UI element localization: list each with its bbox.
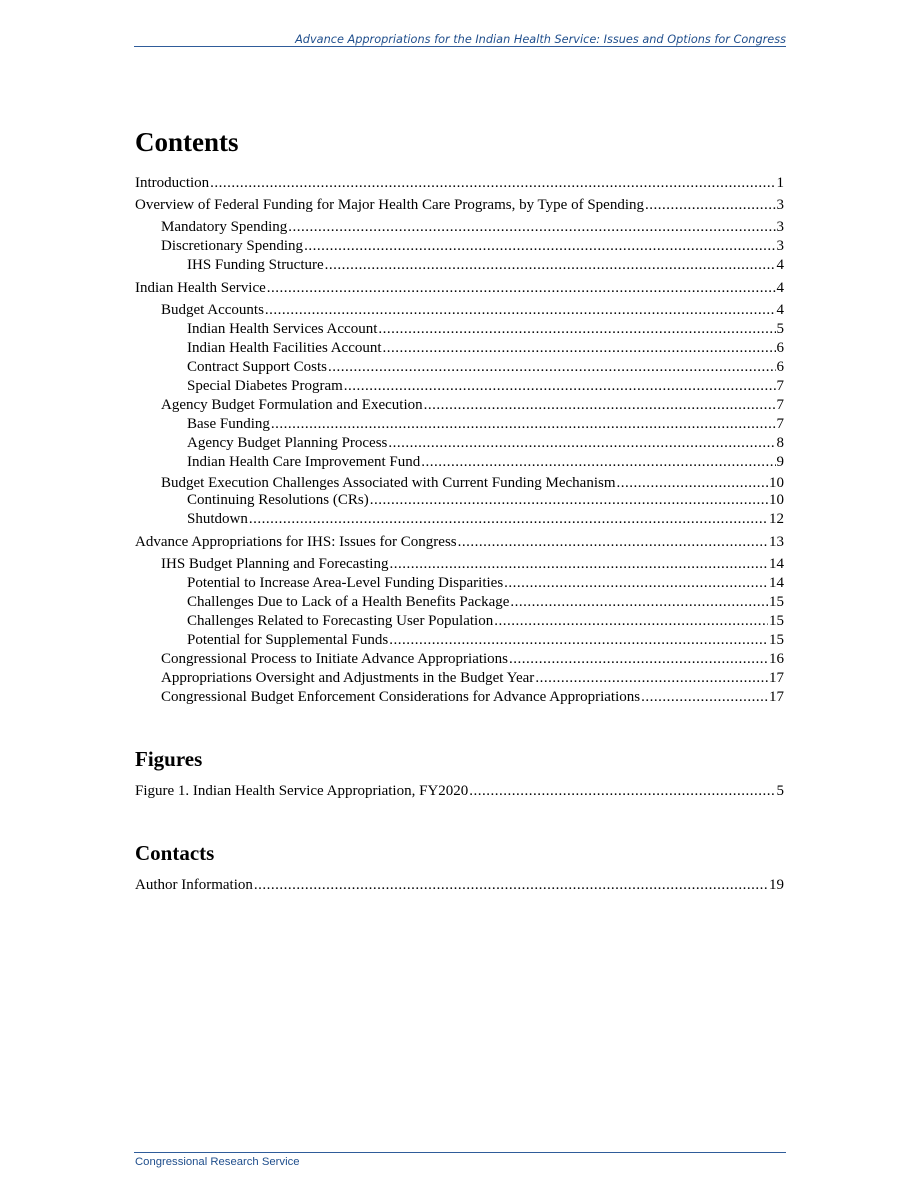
toc-entry[interactable] (135, 876, 784, 895)
toc-entry[interactable] (135, 782, 784, 801)
toc-entry-page: 6 (776, 359, 784, 375)
toc-entry-page: 9 (776, 454, 784, 470)
toc-entry-title: Discretionary Spending (161, 238, 304, 254)
toc-entry[interactable] (135, 196, 784, 215)
toc-entry-page: 13 (769, 534, 784, 550)
toc-entry-title: Continuing Resolutions (CRs) (187, 492, 369, 508)
toc-entry-page: 6 (776, 340, 784, 356)
dot-leader (504, 574, 768, 593)
toc-entry[interactable] (135, 279, 784, 298)
dot-leader (265, 301, 776, 320)
toc-entry-title: Mandatory Spending (161, 219, 288, 235)
toc-entry[interactable] (135, 434, 784, 453)
toc-entry-page: 17 (769, 689, 784, 705)
dot-leader (378, 320, 775, 339)
contents-toc (135, 174, 784, 714)
dot-leader (325, 256, 776, 275)
toc-entry[interactable] (135, 555, 784, 574)
toc-entry-title: Base Funding (187, 416, 270, 432)
toc-entry[interactable] (135, 688, 784, 707)
toc-entry-page: 15 (769, 632, 784, 648)
toc-entry-page: 3 (776, 197, 784, 213)
toc-entry[interactable] (135, 415, 784, 434)
toc-entry-title: Indian Health Facilities Account (187, 340, 382, 356)
toc-entry[interactable] (135, 358, 784, 377)
toc-entry-page: 17 (769, 670, 784, 686)
toc-entry-page: 7 (776, 378, 784, 394)
dot-leader (494, 612, 768, 631)
toc-entry[interactable] (135, 650, 784, 669)
toc-entry-title: Indian Health Service (135, 280, 266, 296)
toc-entry[interactable] (135, 218, 784, 237)
dot-leader (509, 650, 768, 669)
toc-entry-page: 14 (769, 556, 784, 572)
toc-entry-page: 8 (776, 435, 784, 451)
footer-text: Congressional Research Service (135, 1156, 300, 1168)
toc-entry-title: Agency Budget Planning Process (187, 435, 388, 451)
toc-entry-page: 4 (776, 257, 784, 273)
dot-leader (388, 434, 775, 453)
dot-leader (424, 396, 776, 415)
toc-entry-title: Contract Support Costs (187, 359, 328, 375)
toc-entry-title: Indian Health Services Account (187, 321, 378, 337)
toc-entry-title: Potential for Supplemental Funds (187, 632, 389, 648)
dot-leader (383, 339, 776, 358)
toc-entry-page: 5 (776, 783, 784, 799)
toc-entry-page: 4 (776, 302, 784, 318)
toc-entry[interactable] (135, 612, 784, 631)
toc-entry-page: 15 (769, 613, 784, 629)
toc-entry[interactable] (135, 339, 784, 358)
toc-entry-page: 4 (776, 280, 784, 296)
dot-leader (535, 669, 768, 688)
dot-leader (645, 196, 776, 215)
toc-entry-title: IHS Budget Planning and Forecasting (161, 556, 389, 572)
dot-leader (389, 631, 768, 650)
toc-entry-title: Introduction (135, 175, 210, 191)
toc-entry-title: Author Information (135, 877, 253, 893)
toc-entry-title: Agency Budget Formulation and Execution (161, 397, 423, 413)
toc-entry-title: Shutdown (187, 511, 248, 527)
toc-entry[interactable] (135, 174, 784, 193)
figures-toc (135, 782, 784, 802)
running-header: Advance Appropriations for the Indian Health Service: Issues and Options for Congress (295, 33, 786, 46)
toc-entry-page: 5 (776, 321, 784, 337)
dot-leader (288, 218, 775, 237)
toc-entry-page: 3 (776, 238, 784, 254)
toc-entry-page: 7 (776, 416, 784, 432)
toc-entry-page: 10 (769, 475, 784, 491)
toc-entry-title: Potential to Increase Area-Level Funding Disparities (187, 575, 504, 591)
dot-leader (370, 491, 768, 510)
dot-leader (469, 782, 775, 801)
toc-entry[interactable] (135, 533, 784, 552)
dot-leader (210, 174, 775, 193)
toc-entry[interactable] (135, 377, 784, 396)
contents-title: Contents (135, 127, 239, 157)
contacts-title: Contacts (135, 841, 215, 865)
toc-entry-title: Indian Health Care Improvement Fund (187, 454, 421, 470)
toc-entry-title: Congressional Process to Initiate Advance Appropriations (161, 651, 509, 667)
toc-entry-title: Advance Appropriations for IHS: Issues for Congress (135, 534, 457, 550)
toc-entry-title: Congressional Budget Enforcement Considerations for Advance Appropriations (161, 689, 641, 705)
dot-leader (249, 510, 768, 529)
toc-entry[interactable] (135, 491, 784, 510)
toc-entry[interactable] (135, 453, 784, 472)
toc-entry-title: Appropriations Oversight and Adjustments in the Budget Year (161, 670, 535, 686)
toc-entry[interactable] (135, 301, 784, 320)
dot-leader (344, 377, 776, 396)
toc-entry[interactable] (135, 237, 784, 256)
toc-entry-page: 12 (769, 511, 784, 527)
dot-leader (458, 533, 768, 552)
toc-entry-page: 16 (769, 651, 784, 667)
dot-leader (271, 415, 776, 434)
dot-leader (641, 688, 768, 707)
dot-leader (328, 358, 775, 377)
toc-entry-page: 15 (769, 594, 784, 610)
toc-entry-title: Overview of Federal Funding for Major Health Care Programs, by Type of Spending (135, 197, 644, 213)
toc-entry[interactable] (135, 669, 784, 688)
toc-entry[interactable] (135, 593, 784, 612)
dot-leader (304, 237, 775, 256)
toc-entry-page: 1 (776, 175, 784, 191)
dot-leader (510, 593, 768, 612)
toc-entry-page: 10 (769, 492, 784, 508)
dot-leader (267, 279, 776, 298)
toc-entry-title: Challenges Due to Lack of a Health Benefits Package (187, 594, 510, 610)
toc-entry-title: Challenges Related to Forecasting User Population (187, 613, 494, 629)
toc-entry-title: Figure 1. Indian Health Service Appropriation, FY2020 (135, 783, 469, 799)
footer-rule (134, 1152, 786, 1153)
toc-entry-page: 7 (776, 397, 784, 413)
toc-entry[interactable] (135, 510, 784, 529)
figures-title: Figures (135, 747, 203, 771)
toc-entry-title: Special Diabetes Program (187, 378, 343, 394)
contacts-toc (135, 876, 784, 896)
toc-entry[interactable] (135, 574, 784, 593)
toc-entry[interactable] (135, 396, 784, 415)
toc-entry-page: 3 (776, 219, 784, 235)
toc-entry-title: IHS Funding Structure (187, 257, 324, 273)
toc-entry-page: 14 (769, 575, 784, 591)
toc-entry[interactable] (135, 320, 784, 339)
toc-entry-title: Budget Execution Challenges Associated with Current Funding Mechanism (161, 475, 616, 491)
dot-leader (254, 876, 768, 895)
toc-entry[interactable] (135, 631, 784, 650)
toc-entry-page: 19 (769, 877, 784, 893)
header-rule (134, 46, 786, 47)
dot-leader (421, 453, 775, 472)
toc-entry-title: Budget Accounts (161, 302, 264, 318)
dot-leader (389, 555, 768, 574)
toc-entry[interactable] (135, 256, 784, 275)
